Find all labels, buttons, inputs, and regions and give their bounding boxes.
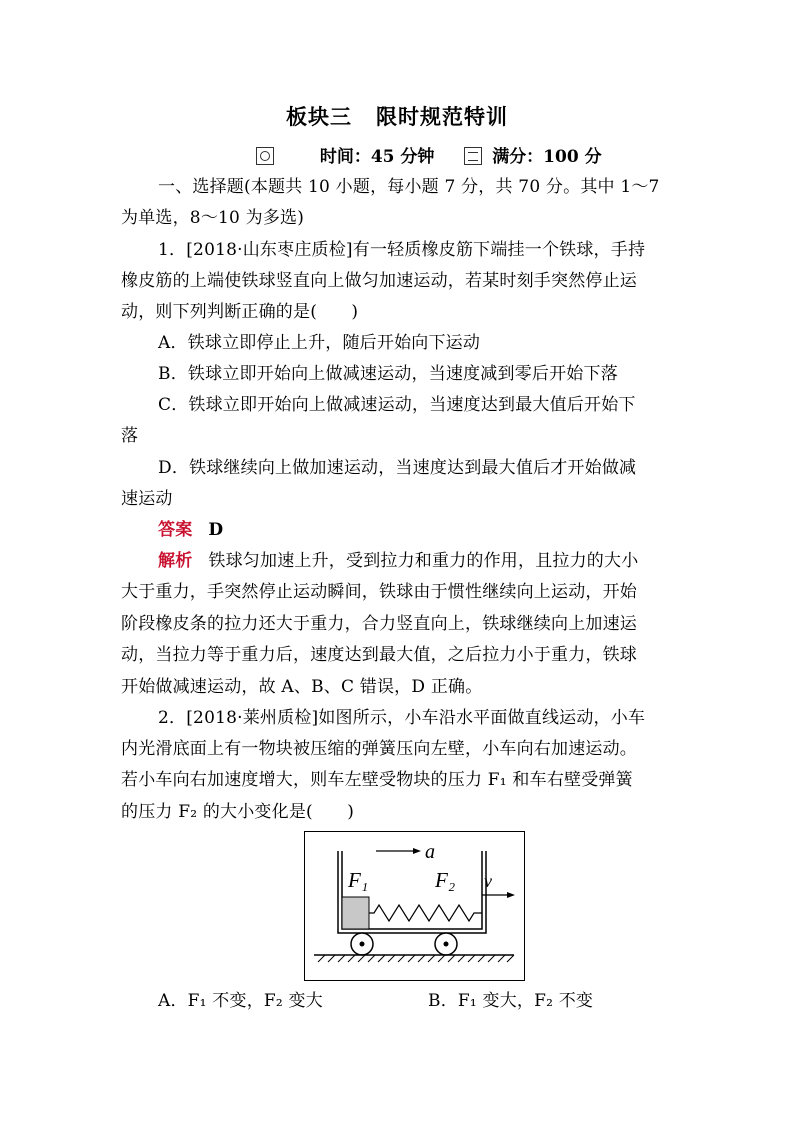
title-part1: 板块三 [286,104,352,129]
answer-value: D [208,520,224,540]
time-limit: 时间：45 分钟 [319,147,435,167]
q1-option-c: C．铁球立即开始向上做减速运动，当速度达到最大值后开始下 [158,395,636,415]
v-label: v [484,871,492,891]
f1-label: F₁ [348,868,369,892]
q1-option-d: D．铁球继续向上做加速运动，当速度达到最大值后才开始做减 [158,458,637,478]
section-heading-cont: 为单选，8～10 为多选) [121,208,305,228]
q1-option-b: B．铁球立即开始向上做减速运动，当速度减到零后开始下落 [158,364,618,384]
q1-analysis-line: 阶段橡皮条的拉力还大于重力，合力竖直向上，铁球继续向上加速运 [121,614,637,634]
section-heading: 一、选择题(本题共 10 小题，每小题 7 分，共 70 分。其中 1～7 [158,177,660,197]
q1-stem-line: 橡皮筋的上端使铁球竖直向上做匀加速运动，若某时刻手突然停止运 [121,271,637,291]
q1-option-c-cont: 落 [121,426,139,446]
q1-analysis-line: 大于重力，手突然停止运动瞬间，铁球由于惯性继续向上运动，开始 [121,582,637,602]
analysis-text: 铁球匀加速上升，受到拉力和重力的作用，且拉力的大小 [208,551,639,571]
q2-stem-line: 若小车向右加速度增大，则车左壁受物块的压力 F₁ 和车右壁受弹簧 [121,770,633,790]
block [342,897,369,929]
score-icon [464,147,482,165]
full-score: 满分：100 分 [492,147,602,167]
answer-label: 答案 [158,520,193,540]
q1-option-d-cont: 速运动 [121,489,173,509]
q1-option-a: A．铁球立即停止上升，随后开始向下运动 [158,333,481,353]
q2-option-a: A．F₁ 不变，F₂ 变大 [158,991,323,1011]
q1-analysis-line: 开始做减速运动，故 A、B、C 错误，D 正确。 [121,677,483,697]
exam-meta [256,142,602,167]
title-part2: 限时规范特训 [376,104,508,129]
page-title [0,101,794,131]
q2-stem-line: 的压力 F₂ 的大小变化是( ) [121,802,355,822]
q1-stem-line: 动，则下列判断正确的是( ) [121,302,359,322]
q1-answer [158,520,223,540]
q1-stem-line: 1．[2018·山东枣庄质检]有一轻质橡皮筋下端挂一个铁球，手持 [158,240,646,260]
q2-stem-line: 内光滑底面上有一物块被压缩的弹簧压向左壁，小车向右加速运动。 [121,739,637,759]
analysis-label: 解析 [158,551,193,571]
cart-spring-figure [304,831,525,981]
q2-stem-line: 2．[2018·莱州质检]如图所示，小车沿水平面做直线运动，小车 [158,708,646,728]
q1-analysis-line: 动，当拉力等于重力后，速度达到最大值，之后拉力小于重力，铁球 [121,645,637,665]
q1-analysis [158,551,638,571]
clock-icon [256,147,274,165]
a-label: a [425,841,435,863]
q2-option-b: B．F₁ 变大，F₂ 不变 [428,991,594,1011]
f2-label: F₂ [435,868,456,892]
